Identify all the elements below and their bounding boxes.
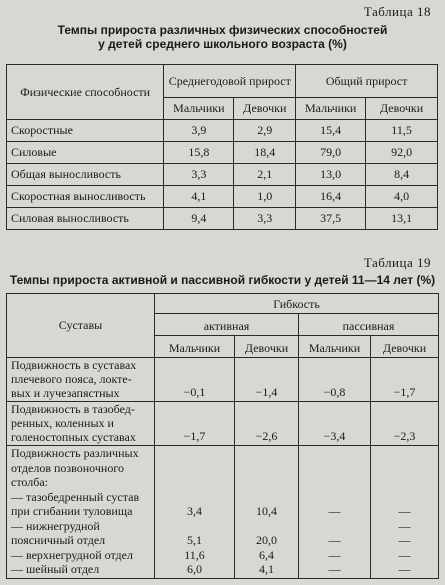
row-label-line: поясничный отдел: [11, 533, 106, 547]
table-row: [7, 446, 439, 579]
row-label-line: — шейный отдел: [11, 562, 100, 576]
table-cell: −2,6: [235, 402, 299, 446]
table-cell: −1,4: [235, 358, 299, 402]
col-header-boys: Мальчики: [299, 336, 371, 358]
table-row: [7, 208, 438, 230]
table-cell: 3,3: [164, 164, 234, 186]
row-label-line: при сгибании туловища: [11, 504, 133, 518]
table-cell: 4,0: [366, 186, 438, 208]
col-header-flexibility: Гибкость: [155, 294, 439, 314]
table-18-title-line-2: у детей среднего школьного возраста (%): [98, 37, 347, 51]
table-19-number: Таблица 19: [363, 255, 431, 270]
row-label: [7, 402, 155, 446]
table-cell: 2,9: [234, 120, 296, 142]
row-label: [7, 446, 155, 579]
cell-line: [303, 461, 366, 476]
table-18-title-line-1: Темпы прироста различных физических способностей: [57, 23, 388, 37]
cell-line: —: [398, 533, 411, 547]
table-cell: 92,0: [366, 142, 438, 164]
cell-line: [239, 475, 294, 490]
cell-line: [375, 446, 434, 461]
row-label: Скоростные: [7, 120, 164, 142]
cell-line: —: [398, 562, 411, 576]
cell-line: 3,4: [187, 504, 202, 518]
table-cell: [235, 446, 299, 579]
table-cell: −0,1: [155, 358, 235, 402]
col-header-abilities: Физические способности: [7, 65, 164, 120]
row-label: Скоростная выносливость: [7, 186, 164, 208]
table-cell: 37,5: [296, 208, 366, 230]
table-cell: 79,0: [296, 142, 366, 164]
table-row: [7, 120, 438, 142]
col-header-girls: Девочки: [366, 98, 438, 120]
col-header-boys: Мальчики: [164, 98, 234, 120]
table-cell: 2,1: [234, 164, 296, 186]
cell-line: [239, 519, 294, 534]
cell-line: —: [328, 562, 341, 576]
cell-line: [159, 461, 230, 476]
cell-line: —: [398, 518, 411, 533]
table-cell: 1,0: [234, 186, 296, 208]
col-header-joints: Суставы: [7, 294, 155, 358]
row-label: [7, 358, 155, 402]
cell-line: [159, 490, 230, 505]
cell-line: 6,4: [259, 547, 274, 562]
col-header-boys: Мальчики: [155, 336, 235, 358]
table-cell: 13,1: [366, 208, 438, 230]
cell-line: —: [328, 533, 341, 547]
table-cell: −3,4: [299, 402, 371, 446]
col-header-boys: Мальчики: [296, 98, 366, 120]
cell-line: [303, 446, 366, 461]
cell-line: 11,6: [184, 547, 205, 562]
table-cell: 4,1: [164, 186, 234, 208]
col-group-active: активная: [155, 314, 299, 336]
cell-line: [303, 490, 366, 505]
col-group-mean-yearly: Среднегодовой прирост: [164, 65, 296, 98]
table-cell: [155, 446, 235, 579]
table-cell: −2,3: [371, 402, 439, 446]
table-cell: [371, 446, 439, 579]
table-cell: 9,4: [164, 208, 234, 230]
cell-line: [239, 490, 294, 505]
cell-line: [159, 446, 230, 461]
table-row: [7, 142, 438, 164]
row-label-line: Подвижность в суставах: [11, 358, 137, 372]
table-18-number: Таблица 18: [363, 4, 431, 19]
row-label-line: — верхнегрудной отдел: [11, 547, 133, 562]
row-label: Общая выносливость: [7, 164, 164, 186]
cell-line: [375, 490, 434, 505]
row-label-line: Подвижность в тазобед-: [11, 402, 135, 416]
table-18-title: [0, 23, 445, 51]
cell-line: [159, 475, 230, 490]
cell-line: [375, 461, 434, 476]
table-cell: 8,4: [366, 164, 438, 186]
row-label-line: столба:: [11, 475, 49, 489]
table-cell: 3,3: [234, 208, 296, 230]
table-cell: −1,7: [155, 402, 235, 446]
table-cell: 11,5: [366, 120, 438, 142]
table-18: [6, 64, 438, 230]
row-label-line: — нижнегрудной: [11, 518, 100, 533]
cell-line: —: [328, 504, 341, 518]
row-label-line: вых и лучезапястных: [11, 386, 120, 400]
cell-line: [303, 519, 366, 534]
row-label-line: Подвижность различных: [11, 446, 139, 460]
col-header-girls: Девочки: [371, 336, 439, 358]
table-cell: 3,9: [164, 120, 234, 142]
cell-line: [159, 519, 230, 534]
row-label-line: голеностопных суставах: [11, 430, 136, 444]
table-row: [7, 164, 438, 186]
row-label-line: — тазобедренный сустав: [11, 489, 140, 504]
cell-line: 4,1: [259, 562, 274, 576]
table-row: [7, 186, 438, 208]
row-label: Силовые: [7, 142, 164, 164]
row-label-line: отделов позвоночного: [11, 460, 124, 475]
cell-line: 10,4: [256, 504, 277, 518]
table-cell: −0,8: [299, 358, 371, 402]
table-row: [7, 402, 439, 446]
table-19-title: Темпы прироста активной и пассивной гибкости у детей 11—14 лет (%): [9, 273, 436, 287]
table-cell: 16,4: [296, 186, 366, 208]
cell-line: —: [398, 504, 411, 518]
col-group-total: Общий прирост: [296, 65, 438, 98]
cell-line: —: [328, 547, 341, 562]
row-label-line: ренных, коленных и: [11, 416, 114, 430]
table-cell: 13,0: [296, 164, 366, 186]
row-label-line: плечевого пояса, локте-: [11, 372, 132, 386]
table-cell: 15,4: [296, 120, 366, 142]
row-label: Силовая выносливость: [7, 208, 164, 230]
col-header-girls: Девочки: [234, 98, 296, 120]
col-group-passive: пассивная: [299, 314, 439, 336]
table-cell: 15,8: [164, 142, 234, 164]
table-19: [6, 293, 439, 579]
cell-line: —: [398, 547, 411, 562]
cell-line: 20,0: [256, 533, 277, 547]
cell-line: [239, 446, 294, 461]
cell-line: 6,0: [187, 562, 202, 576]
col-header-girls: Девочки: [235, 336, 299, 358]
table-cell: −1,7: [371, 358, 439, 402]
table-cell: [299, 446, 371, 579]
cell-line: 5,1: [187, 533, 202, 547]
cell-line: [303, 475, 366, 490]
cell-line: [375, 475, 434, 490]
table-cell: 18,4: [234, 142, 296, 164]
table-row: [7, 358, 439, 402]
cell-line: [239, 461, 294, 476]
